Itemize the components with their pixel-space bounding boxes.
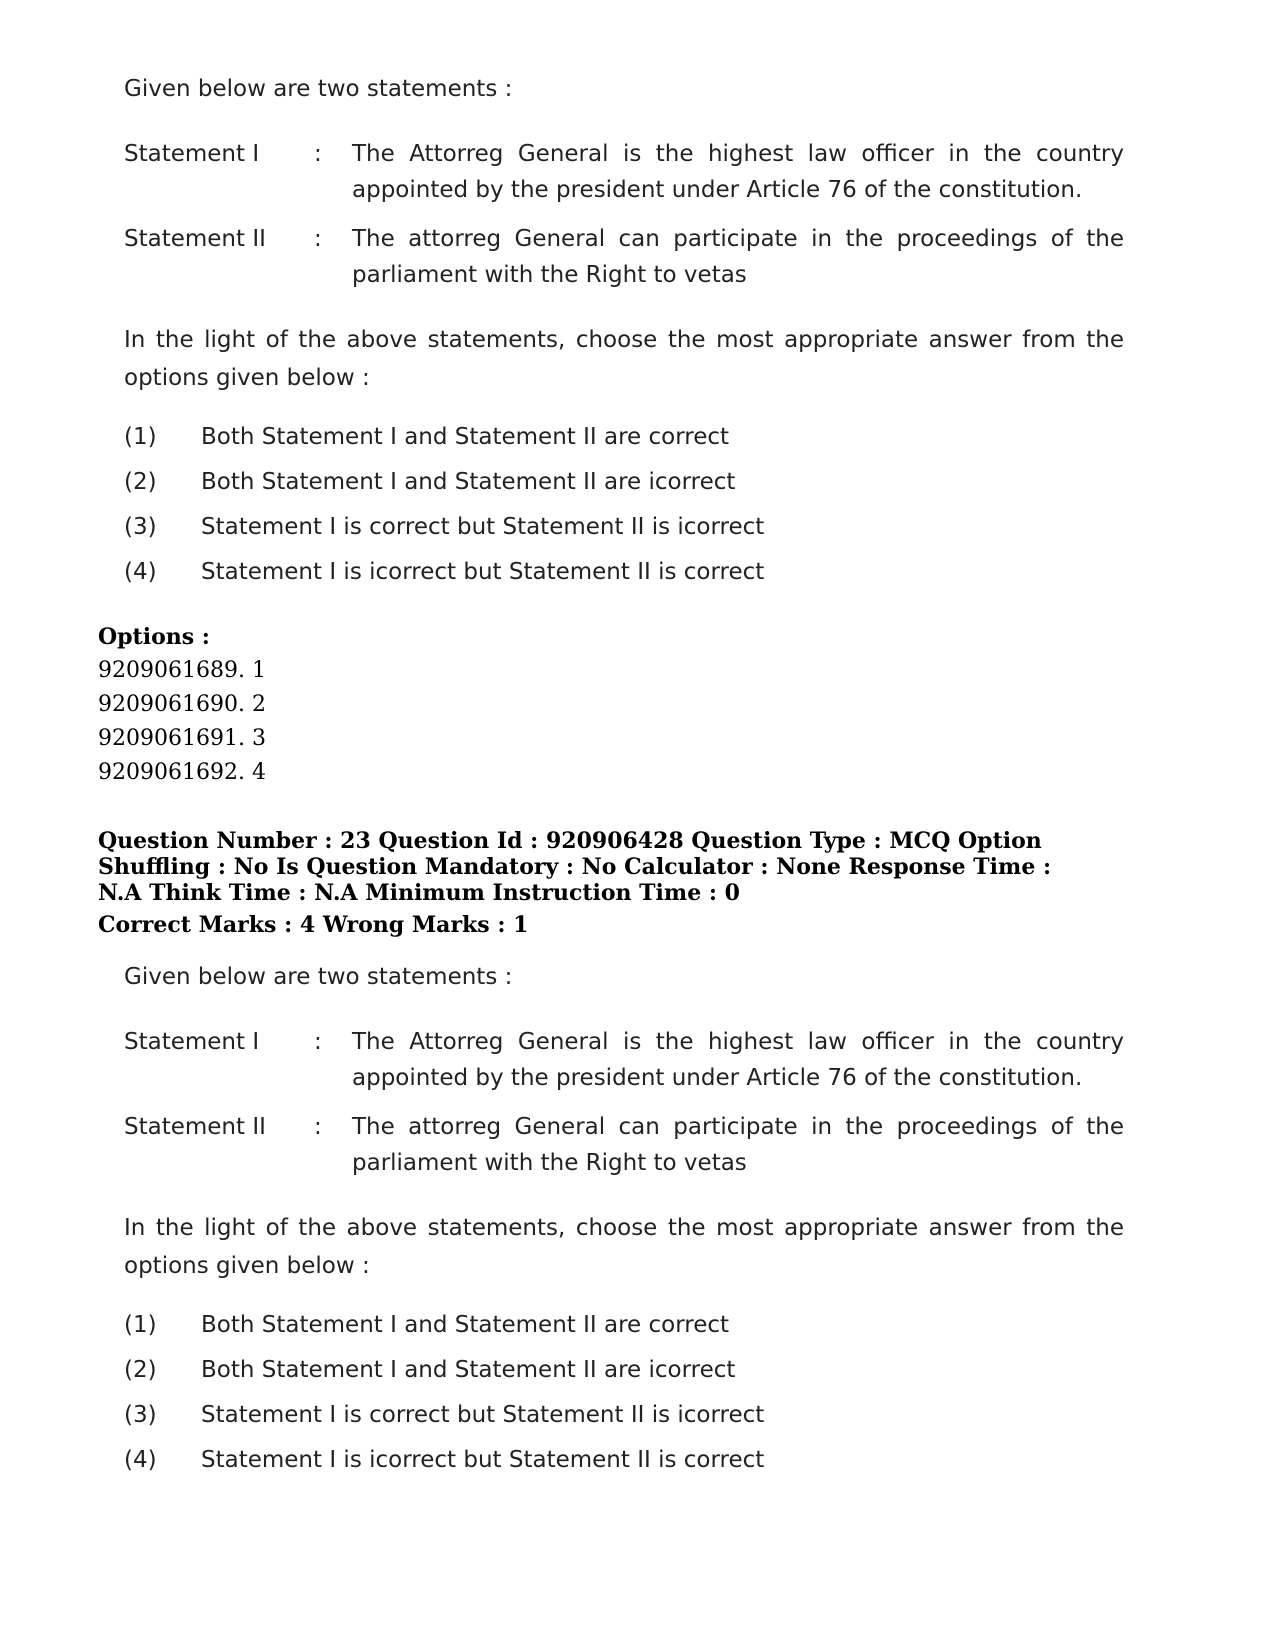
- choice-1: [124, 1309, 1124, 1341]
- statement-label: Statement I: [124, 1029, 260, 1055]
- choice-text: Statement I is correct but Statement II is icorrect: [201, 1402, 765, 1428]
- question-image-2: [124, 962, 1124, 1476]
- statement-colon: :: [314, 226, 322, 252]
- choice-4: [124, 556, 1124, 588]
- answer-choices: [124, 1309, 1124, 1476]
- statement-text: The Attorreg General is the highest law officer in the country appointed by the president under Article 76 of the constitution.: [352, 1029, 1124, 1091]
- question-meta: [98, 828, 1088, 938]
- choice-3: [124, 1399, 1124, 1431]
- choice-text: Both Statement I and Statement II are icorrect: [201, 469, 736, 495]
- statement-label: Statement II: [124, 226, 266, 252]
- statement-1: [124, 1024, 1124, 1096]
- question-instruction: In the light of the above statements, choose the most appropriate answer from the options given below :: [124, 1215, 1124, 1279]
- choice-number: (4): [124, 559, 157, 585]
- choice-text: Both Statement I and Statement II are correct: [201, 1312, 730, 1338]
- option-line: 9209061692. 4: [98, 760, 266, 785]
- statement-text: The attorreg General can participate in the proceedings of the parliament with the Right to vetas: [352, 226, 1124, 288]
- choice-3: [124, 511, 1124, 543]
- choice-text: Statement I is icorrect but Statement II is correct: [201, 1447, 765, 1473]
- options-list: [98, 620, 1198, 790]
- statement-colon: :: [314, 1114, 322, 1140]
- option-line: 9209061690. 2: [98, 692, 266, 717]
- choice-number: (4): [124, 1447, 157, 1473]
- option-line: 9209061691. 3: [98, 726, 266, 751]
- statement-2: [124, 1109, 1124, 1181]
- options-heading: Options :: [98, 624, 210, 650]
- statement-label: Statement II: [124, 1114, 266, 1140]
- question-intro: Given below are two statements :: [124, 76, 513, 102]
- choice-text: Both Statement I and Statement II are correct: [201, 424, 730, 450]
- choice-text: Statement I is icorrect but Statement II is correct: [201, 559, 765, 585]
- statement-label: Statement I: [124, 141, 260, 167]
- question-marks: Correct Marks : 4 Wrong Marks : 1: [98, 912, 529, 938]
- question-instruction: In the light of the above statements, choose the most appropriate answer from the options given below :: [124, 327, 1124, 391]
- choice-1: [124, 421, 1124, 453]
- question-intro: Given below are two statements :: [124, 964, 513, 990]
- choice-2: [124, 466, 1124, 498]
- statement-text: The Attorreg General is the highest law officer in the country appointed by the president under Article 76 of the constitution.: [352, 141, 1124, 203]
- answer-choices: [124, 421, 1124, 588]
- choice-number: (1): [124, 1312, 157, 1338]
- statement-colon: :: [314, 1029, 322, 1055]
- choice-number: (2): [124, 1357, 157, 1383]
- choice-number: (2): [124, 469, 157, 495]
- statement-1: [124, 136, 1124, 208]
- choice-number: (3): [124, 1402, 157, 1428]
- choice-number: (1): [124, 424, 157, 450]
- statement-text: The attorreg General can participate in the proceedings of the parliament with the Right to vetas: [352, 1114, 1124, 1176]
- choice-4: [124, 1444, 1124, 1476]
- option-line: 9209061689. 1: [98, 658, 266, 683]
- choice-number: (3): [124, 514, 157, 540]
- choice-text: Both Statement I and Statement II are icorrect: [201, 1357, 736, 1383]
- statement-2: [124, 221, 1124, 293]
- choice-2: [124, 1354, 1124, 1386]
- choice-text: Statement I is correct but Statement II is icorrect: [201, 514, 765, 540]
- question-image-1: [124, 74, 1124, 588]
- question-info: Question Number : 23 Question Id : 920906428 Question Type : MCQ Option Shuffling : No Is Question Mandatory : No Calculator : None Response Time : N.A Think Time : N.A Minimum Instruction Time : 0: [98, 828, 1052, 906]
- statement-colon: :: [314, 141, 322, 167]
